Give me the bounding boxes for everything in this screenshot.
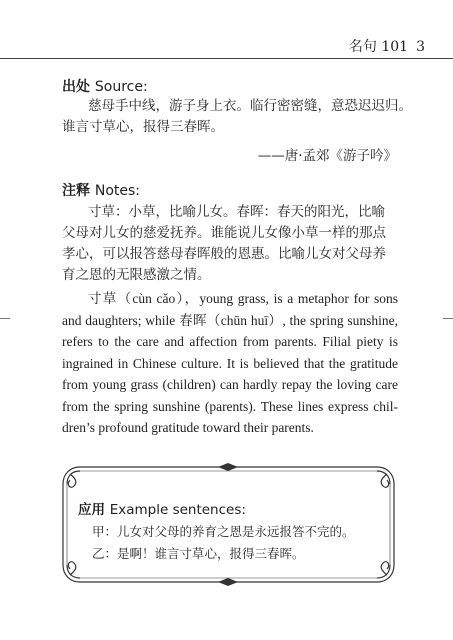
example-line-a: 甲：儿女对父母的养育之恩是永远报答不完的。	[92, 524, 355, 539]
source-poem	[62, 96, 412, 138]
notes-english	[62, 288, 398, 439]
crop-mark-right	[443, 318, 453, 319]
poem-line: 慈母手中线，游子身上衣。临行密密缝，意恐迟迟归。	[88, 98, 412, 114]
notes-cn-line: 寸草：小草，比喻儿女。春晖：春天的阳光，比喻	[88, 204, 385, 220]
source-heading-en: Source:	[94, 79, 148, 95]
notes-heading-en: Notes:	[94, 183, 141, 199]
example-line-b: 乙：是啊！谁言寸草心，报得三春晖。	[92, 546, 305, 561]
page-number: 3	[416, 39, 425, 55]
notes-en-line: from young grass (children) can hardly repay the loving care	[62, 377, 398, 392]
header-rule	[0, 58, 453, 59]
notes-en-line: ingrained in Chinese culture. It is believed that the gratitude	[62, 355, 398, 371]
poem-attribution: ——唐·孟郊《游子吟》	[257, 148, 397, 164]
notes-en-line: 寸草（cùn cǎo），young grass, is a metaphor for sons	[88, 291, 398, 306]
example-heading-en: Example sentences:	[109, 502, 246, 518]
notes-en-line: and daughters; while 春晖（chūn huī）, the spring sunshine,	[62, 312, 398, 328]
running-head	[349, 36, 425, 56]
notes-en-line: refers to the care and affection from parents. Filial piety is	[62, 334, 398, 349]
example-box	[58, 462, 399, 587]
notes-cn-line: 父母对儿女的慈爱抚养。谁能说儿女像小草一样的那点	[62, 225, 386, 241]
source-heading-cn: 出处	[62, 79, 90, 95]
notes-en-line: dren’s profound gratitude toward their parents.	[62, 420, 314, 435]
source-heading	[62, 76, 148, 96]
notes-cn-line: 育之恩的无限感激之情。	[62, 267, 211, 283]
running-head-title: 名句 101	[348, 39, 409, 55]
example-heading-cn: 应用	[78, 502, 105, 518]
crop-mark-left	[0, 318, 10, 319]
notes-heading	[62, 180, 140, 200]
example-heading	[78, 498, 246, 518]
notes-cn-line: 孝心，可以报答慈母春晖般的恩惠。比喻儿女对父母养	[62, 246, 386, 262]
notes-heading-cn: 注释	[62, 183, 90, 199]
notes-chinese	[62, 202, 397, 286]
poem-line: 谁言寸草心，报得三春晖。	[62, 119, 224, 135]
notes-en-line: from the spring sunshine (parents). These lines express chil-	[62, 398, 398, 414]
